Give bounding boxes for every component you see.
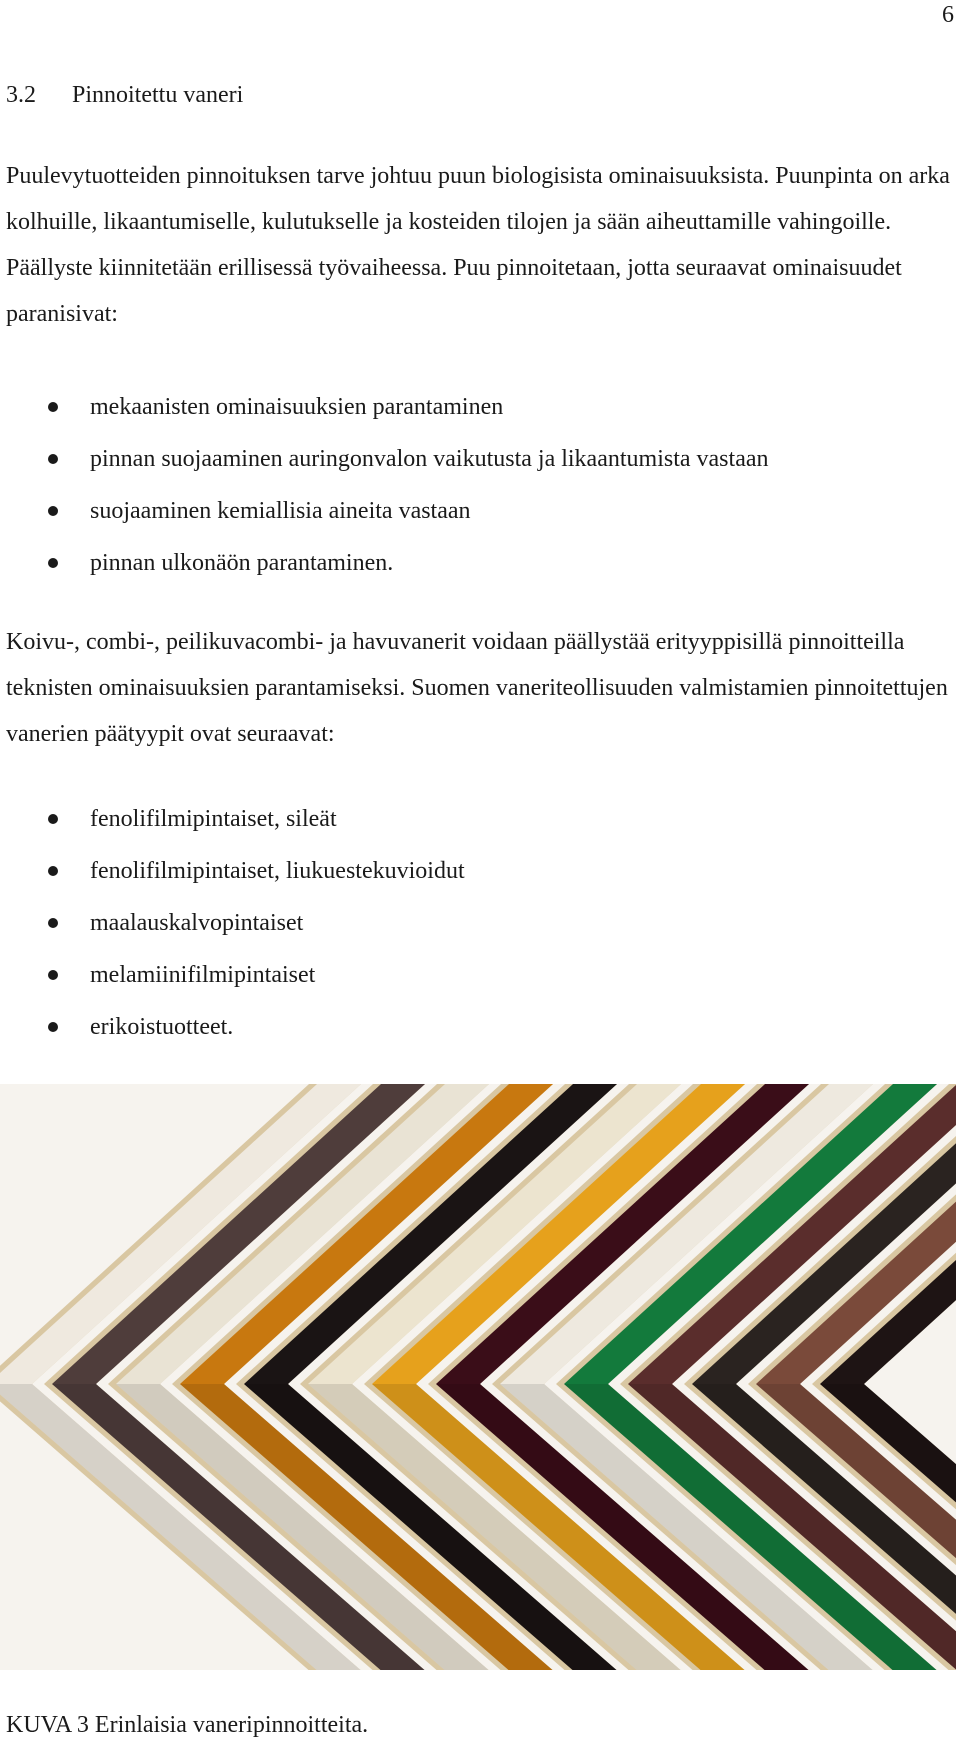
improvement-list [0,381,769,589]
plywood-coatings-image [0,1084,956,1670]
list-item [0,793,465,845]
list-item [0,537,769,589]
list-item-text: pinnan ulkonäön parantaminen. [90,550,394,576]
list-item [0,433,769,485]
bullet-icon [48,970,58,980]
list-item-text: melamiinifilmipintaiset [90,962,316,988]
list-item [0,949,465,1001]
list-item-text: erikoistuotteet. [90,1014,234,1040]
bullet-icon [48,402,58,412]
list-item-text: suojaaminen kemiallisia aineita vastaan [90,498,471,524]
section-title: Pinnoitettu vaneri [72,82,244,108]
list-item-text: fenolifilmipintaiset, liukuestekuvioidut [90,858,465,884]
bullet-icon [48,918,58,928]
bullet-icon [48,506,58,516]
intro-paragraph: Puulevytuotteiden pinnoituksen tarve johtuu puun biologisista ominaisuuksista. Puunpinta on arka kolhuille, likaantumiselle, kulutukselle ja kosteiden tilojen ja sään aiheuttamille vahingoille. Päällyste kiinnitetään erillisessä työvaiheessa. Puu pinnoitetaan, jotta seuraavat ominaisuudet paranisivat: [6,163,950,327]
list-item [0,845,465,897]
section-number: 3.2 [6,82,36,108]
section-heading [6,82,243,109]
list-item-text: pinnan suojaaminen auringonvalon vaikutusta ja likaantumista vastaan [90,446,769,472]
list-item [0,1001,465,1053]
types-paragraph: Koivu-, combi-, peilikuvacombi- ja havuvanerit voidaan päällystää erityyppisillä pinnoitteilla teknisten ominaisuuksien parantamiseksi. Suomen vaneriteollisuuden valmistamien pinnoitettujen vanerien päätyypit ovat seuraavat: [6,629,948,747]
list-item [0,485,769,537]
bullet-icon [48,558,58,568]
plywood-boards-illustration [0,1084,956,1670]
bullet-icon [48,1022,58,1032]
page-number: 6 [942,2,954,28]
list-item [0,381,769,433]
bullet-icon [48,454,58,464]
list-item [0,897,465,949]
list-item-text: fenolifilmipintaiset, sileät [90,806,337,832]
list-item-text: mekaanisten ominaisuuksien parantaminen [90,394,504,420]
figure-caption: KUVA 3 Erinlaisia vaneripinnoitteita. [6,1712,369,1738]
bullet-icon [48,814,58,824]
bullet-icon [48,866,58,876]
plywood-types-list [0,793,465,1053]
list-item-text: maalauskalvopintaiset [90,910,304,936]
